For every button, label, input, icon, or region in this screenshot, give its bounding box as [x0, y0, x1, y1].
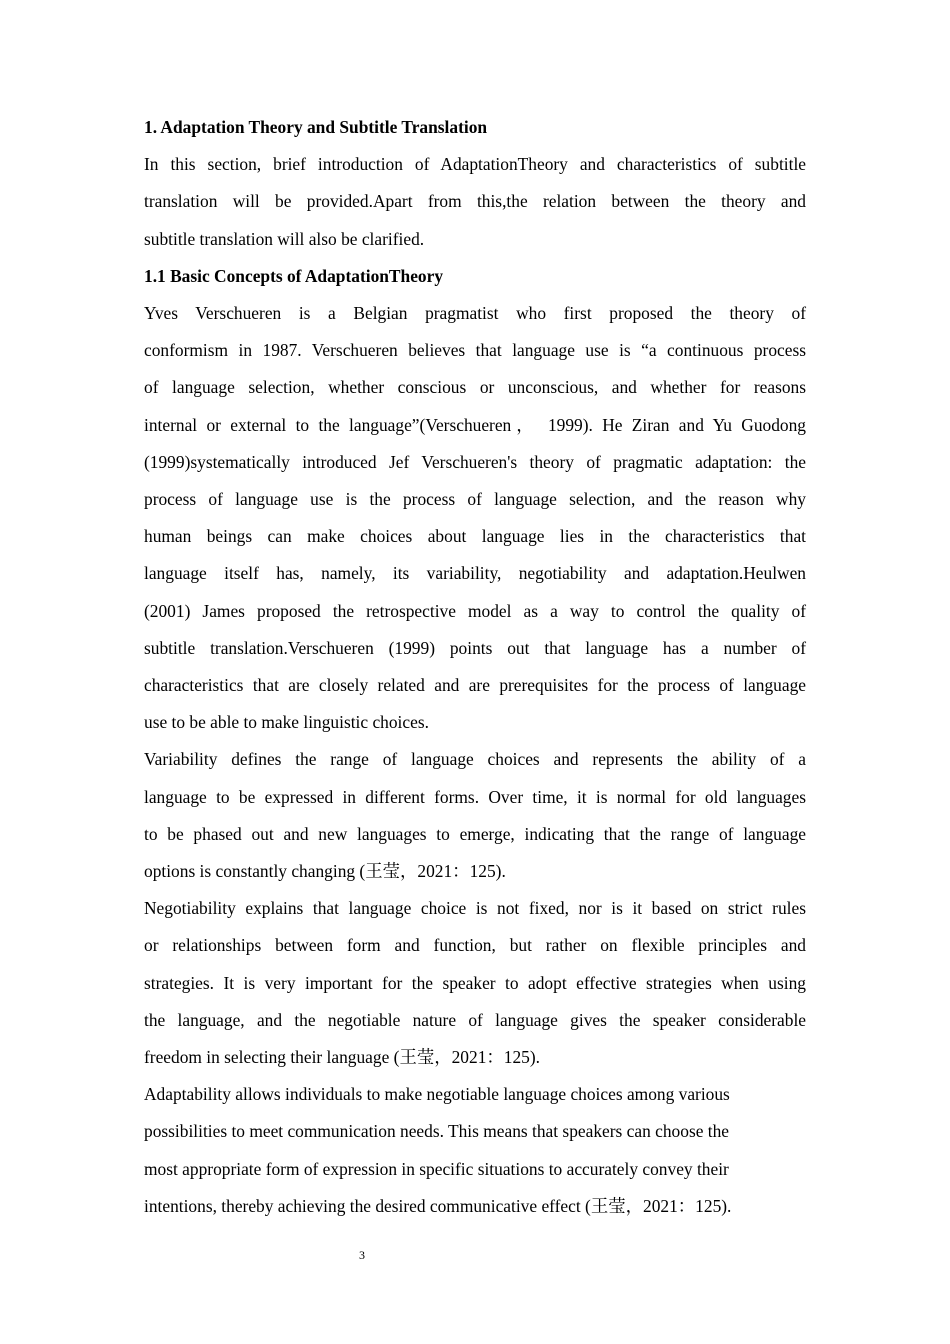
- text-line: intentions, thereby achieving the desired communicative effect (王莹，2021：125).: [144, 1195, 732, 1216]
- subsection-heading: 1.1 Basic Concepts of AdaptationTheory: [144, 265, 444, 286]
- text-line: Variability defines the range of language choices and represents the ability of a: [144, 749, 806, 770]
- text-line: In this section, brief introduction of AdaptationTheory and characteristics of subtitle: [144, 154, 806, 175]
- text-line: language to be expressed in different forms. Over time, it is normal for old languages: [144, 786, 806, 807]
- text-line: use to be able to make linguistic choices.: [144, 712, 429, 733]
- section-heading: 1. Adaptation Theory and Subtitle Translation: [144, 117, 488, 137]
- text-line: human beings can make choices about language lies in the characteristics that: [144, 526, 806, 547]
- text-line: or relationships between form and function, but rather on flexible principles and: [144, 935, 806, 956]
- text-line: (2001) James proposed the retrospective model as a way to control the quality of: [144, 600, 806, 621]
- document-body: [144, 109, 806, 1225]
- text-line: conformism in 1987. Verschueren believes that language use is “a continuous process: [144, 340, 806, 361]
- text-line: internal or external to the language”(Verschueren， 1999). He Ziran and Yu Guodong: [144, 414, 806, 435]
- text-line: subtitle translation will also be clarified.: [144, 228, 425, 249]
- text-line: most appropriate form of expression in specific situations to accurately convey their: [144, 1158, 729, 1179]
- text-line: to be phased out and new languages to emerge, indicating that the range of language: [144, 823, 806, 844]
- text-line: the language, and the negotiable nature of language gives the speaker considerable: [144, 1009, 806, 1030]
- paragraph-variability: [144, 741, 806, 890]
- text-line: Yves Verschueren is a Belgian pragmatist who first proposed the theory of: [144, 303, 806, 324]
- text-line: of language selection, whether conscious or unconscious, and whether for reasons: [144, 377, 806, 398]
- text-line: characteristics that are closely related and are prerequisites for the process of language: [144, 675, 806, 696]
- text-line: (1999)systematically introduced Jef Verschueren's theory of pragmatic adaptation: the: [144, 451, 806, 472]
- paragraph-intro: [144, 146, 806, 258]
- text-line: Adaptability allows individuals to make negotiable language choices among various: [144, 1084, 730, 1105]
- paragraph-adaptability: [144, 1076, 806, 1225]
- text-line: freedom in selecting their language (王莹，2021：125).: [144, 1047, 541, 1068]
- text-line: language itself has, namely, its variability, negotiability and adaptation.Heulwen: [144, 563, 806, 584]
- text-line: translation will be provided.Apart from this,the relation between the theory and: [144, 191, 806, 212]
- paragraph-negotiability: [144, 890, 806, 1076]
- text-line: possibilities to meet communication needs. This means that speakers can choose the: [144, 1121, 730, 1142]
- paragraph-verschueren: [144, 295, 806, 741]
- text-line: options is constantly changing (王莹，2021：125).: [144, 861, 506, 882]
- text-line: Negotiability explains that language choice is not fixed, nor is it based on strict rules: [144, 898, 806, 919]
- text-line: process of language use is the process of language selection, and the reason why: [144, 489, 806, 510]
- text-line: subtitle translation.Verschueren (1999) points out that language has a number of: [144, 637, 806, 658]
- text-line: strategies. It is very important for the speaker to adopt effective strategies when using: [144, 972, 806, 993]
- page-number: 3: [359, 1248, 365, 1262]
